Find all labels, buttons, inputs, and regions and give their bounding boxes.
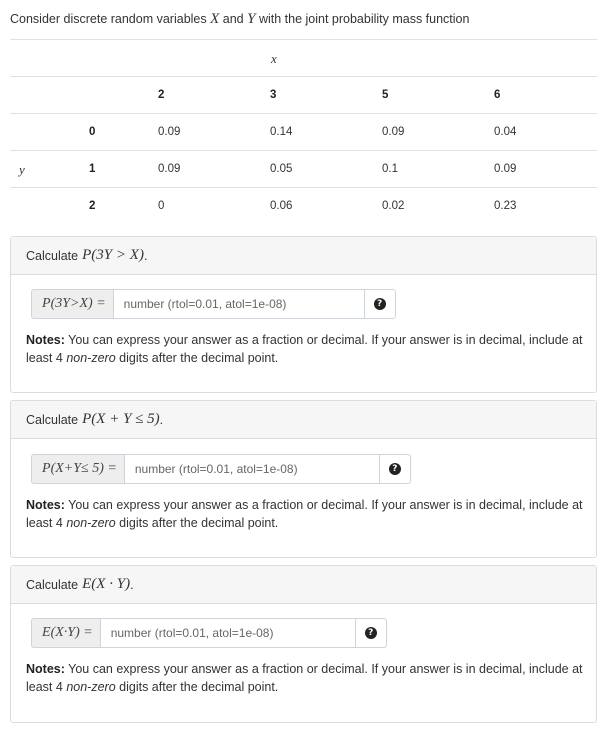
y-header: 2 — [89, 200, 96, 212]
notes-text: You can express your answer as a fraction or decimal. If your answer is in decimal, include at least 4 — [26, 333, 583, 365]
var-x: X — [210, 11, 220, 27]
question-circle-icon: ? — [374, 298, 386, 310]
help-button[interactable] — [365, 289, 396, 319]
notes-emphasis: non-zero — [66, 351, 116, 365]
notes-text: You can express your answer as a fraction or decimal. If your answer is in decimal, include at least 4 — [26, 662, 583, 694]
x-axis-label: x — [271, 51, 277, 66]
question-card — [10, 236, 597, 393]
pmf-cell: 0.23 — [494, 200, 517, 212]
intro-and: and — [222, 12, 244, 26]
pmf-cell: 0.06 — [270, 200, 293, 212]
pmf-cell: 0.09 — [158, 163, 181, 175]
pmf-cell: 0.1 — [382, 163, 398, 175]
prompt-expression: E(X · Y) — [82, 576, 131, 592]
answer-input-group — [31, 454, 411, 484]
answer-notes — [26, 496, 586, 532]
pmf-cell: 0.09 — [494, 163, 517, 175]
notes-label: Notes: — [26, 498, 65, 512]
y-axis-label: y — [19, 162, 25, 177]
notes-text-end: digits after the decimal point. — [119, 351, 279, 365]
intro-suffix: with the joint probability mass function — [258, 12, 470, 26]
x-header: 6 — [494, 89, 501, 101]
answer-notes — [26, 660, 586, 696]
question-prompt — [11, 566, 596, 604]
answer-input[interactable] — [100, 618, 356, 648]
pmf-cell: 0 — [158, 200, 165, 212]
answer-notes — [26, 331, 586, 367]
pmf-cell: 0.14 — [270, 126, 293, 138]
var-y: Y — [247, 11, 256, 27]
answer-input[interactable] — [124, 454, 380, 484]
question-prompt — [11, 237, 596, 275]
x-header: 3 — [270, 89, 277, 101]
prompt-text: Calculate — [26, 577, 79, 592]
intro-text: Consider discrete random variables — [10, 12, 207, 26]
notes-emphasis: non-zero — [66, 680, 116, 694]
x-header: 5 — [382, 89, 389, 101]
prompt-text: Calculate — [26, 248, 79, 263]
notes-emphasis: non-zero — [66, 516, 116, 530]
answer-label: E ( X · Y ) = — [31, 618, 100, 648]
notes-label: Notes: — [26, 333, 65, 347]
question-card — [10, 565, 597, 723]
prompt-text: Calculate — [26, 412, 79, 427]
question-prompt — [11, 401, 596, 439]
answer-input-group — [31, 289, 396, 319]
pmf-cell: 0.09 — [158, 126, 181, 138]
question-card — [10, 400, 597, 558]
y-header: 1 — [89, 163, 96, 175]
x-header: 2 — [158, 89, 165, 101]
problem-intro — [10, 11, 469, 28]
question-circle-icon: ? — [365, 627, 377, 639]
notes-text: You can express your answer as a fraction or decimal. If your answer is in decimal, include at least 4 — [26, 498, 583, 530]
pmf-cell: 0.05 — [270, 163, 293, 175]
help-button[interactable] — [380, 454, 411, 484]
joint-pmf-table — [10, 39, 597, 225]
prompt-expression: P(3Y > X) — [82, 247, 144, 263]
question-circle-icon: ? — [389, 463, 401, 475]
pmf-cell: 0.04 — [494, 126, 517, 138]
answer-input-group — [31, 618, 387, 648]
notes-text-end: digits after the decimal point. — [119, 516, 279, 530]
answer-input[interactable] — [113, 289, 365, 319]
answer-label: P ( X + Y ≤ 5) = — [31, 454, 124, 484]
prompt-expression: P(X + Y ≤ 5) — [82, 411, 160, 427]
prompt-period: . — [159, 412, 164, 427]
prompt-period: . — [130, 577, 134, 592]
pmf-cell: 0.09 — [382, 126, 405, 138]
answer-label: P (3 Y > X ) = — [31, 289, 113, 319]
y-header: 0 — [89, 126, 96, 138]
help-button[interactable] — [356, 618, 387, 648]
prompt-period: . — [143, 248, 148, 263]
notes-label: Notes: — [26, 662, 65, 676]
notes-text-end: digits after the decimal point. — [119, 680, 279, 694]
pmf-cell: 0.02 — [382, 200, 405, 212]
